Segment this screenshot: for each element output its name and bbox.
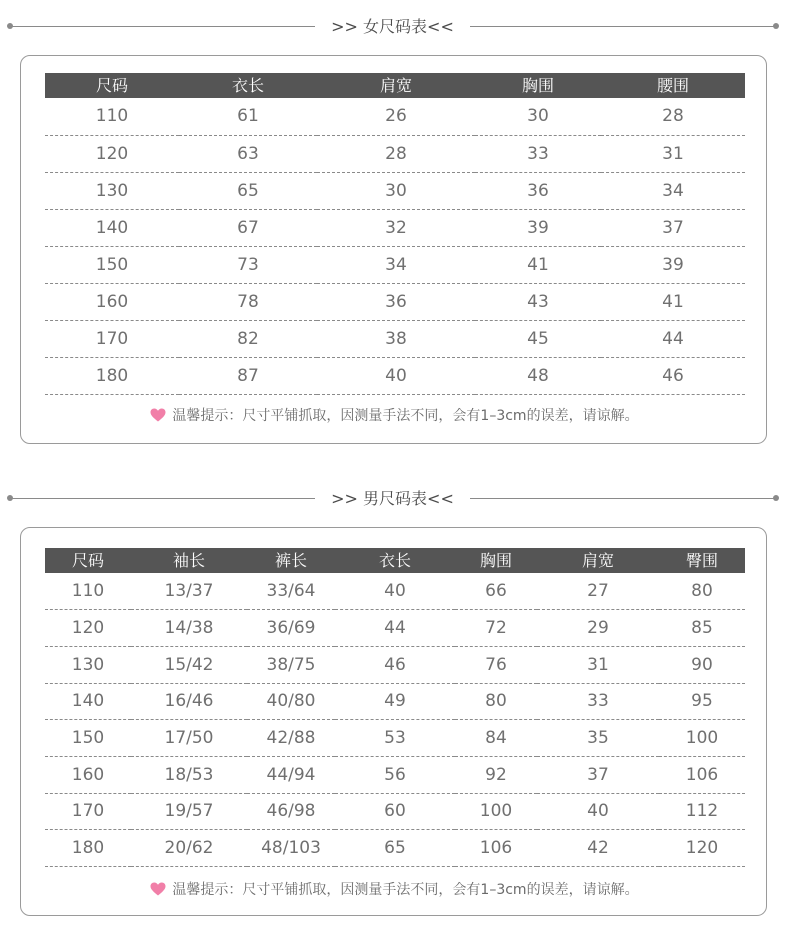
title-line-right	[470, 498, 775, 499]
women-size-table	[45, 73, 745, 395]
table-row	[45, 610, 745, 647]
table-row	[45, 720, 745, 757]
table-cell: 150	[45, 246, 179, 283]
table-cell: 106	[455, 830, 537, 867]
table-cell: 37	[537, 756, 659, 793]
men-header-cell: 衣长	[378, 551, 411, 570]
table-cell: 34	[601, 172, 745, 209]
table-row	[45, 756, 745, 793]
table-cell: 87	[179, 357, 317, 394]
table-cell: 37	[601, 209, 745, 246]
table-row	[45, 98, 745, 135]
table-cell: 14/38	[131, 610, 247, 647]
table-cell: 46	[335, 646, 455, 683]
table-cell: 76	[455, 646, 537, 683]
table-row	[45, 357, 745, 394]
table-cell: 100	[659, 720, 745, 757]
table-cell: 35	[537, 720, 659, 757]
table-cell: 120	[45, 610, 131, 647]
men-header-cell: 臀围	[685, 551, 718, 570]
table-cell: 48	[475, 357, 601, 394]
table-cell: 46/98	[247, 793, 335, 830]
table-cell: 65	[179, 172, 317, 209]
table-cell: 66	[455, 573, 537, 610]
table-cell: 85	[659, 610, 745, 647]
table-cell: 33/64	[247, 573, 335, 610]
table-cell: 60	[335, 793, 455, 830]
table-cell: 106	[659, 756, 745, 793]
table-cell: 15/42	[131, 646, 247, 683]
men-header-cell: 袖长	[172, 551, 205, 570]
table-cell: 31	[537, 646, 659, 683]
table-cell: 90	[659, 646, 745, 683]
table-cell: 120	[659, 830, 745, 867]
women-header-cell: 尺码	[95, 76, 128, 95]
table-cell: 36/69	[247, 610, 335, 647]
table-cell: 19/57	[131, 793, 247, 830]
table-cell: 120	[45, 135, 179, 172]
women-header-cell: 腰围	[656, 76, 689, 95]
table-cell: 39	[475, 209, 601, 246]
table-cell: 36	[475, 172, 601, 209]
table-cell: 29	[537, 610, 659, 647]
table-cell: 20/62	[131, 830, 247, 867]
table-cell: 26	[317, 98, 475, 135]
women-size-panel	[20, 55, 767, 444]
men-header-cell: 裤长	[274, 551, 307, 570]
table-cell: 49	[335, 683, 455, 720]
table-row	[45, 830, 745, 867]
table-cell: 40/80	[247, 683, 335, 720]
women-header-row	[45, 73, 745, 98]
title-line-right	[470, 26, 775, 27]
table-cell: 67	[179, 209, 317, 246]
women-section-title	[0, 17, 790, 37]
men-size-table	[45, 548, 745, 867]
table-cell: 28	[601, 98, 745, 135]
table-cell: 130	[45, 646, 131, 683]
table-cell: 16/46	[131, 683, 247, 720]
table-cell: 33	[475, 135, 601, 172]
table-cell: 17/50	[131, 720, 247, 757]
table-cell: 18/53	[131, 756, 247, 793]
table-cell: 72	[455, 610, 537, 647]
title-line-left	[10, 498, 315, 499]
table-cell: 36	[317, 283, 475, 320]
table-cell: 78	[179, 283, 317, 320]
table-cell: 61	[179, 98, 317, 135]
table-cell: 32	[317, 209, 475, 246]
table-row	[45, 135, 745, 172]
table-cell: 170	[45, 320, 179, 357]
men-section-title	[0, 489, 790, 509]
table-cell: 112	[659, 793, 745, 830]
table-row	[45, 320, 745, 357]
women-tip	[21, 405, 768, 425]
table-row	[45, 209, 745, 246]
table-cell: 45	[475, 320, 601, 357]
table-cell: 44/94	[247, 756, 335, 793]
table-cell: 80	[455, 683, 537, 720]
women-header-cell: 肩宽	[379, 76, 412, 95]
table-cell: 42/88	[247, 720, 335, 757]
women-header-cell: 胸围	[521, 76, 554, 95]
men-tip-text: 温馨提示：尺寸平铺抓取，因测量手法不同，会有1–3cm的误差，请谅解。	[172, 882, 639, 898]
table-cell: 110	[45, 573, 131, 610]
heart-icon	[150, 408, 166, 422]
table-cell: 140	[45, 683, 131, 720]
title-dot-right	[773, 23, 779, 29]
men-title-text: >> 男尺码表<<	[331, 489, 454, 508]
table-cell: 40	[335, 573, 455, 610]
table-cell: 28	[317, 135, 475, 172]
table-cell: 39	[601, 246, 745, 283]
table-cell: 38	[317, 320, 475, 357]
table-cell: 44	[335, 610, 455, 647]
table-cell: 160	[45, 756, 131, 793]
table-cell: 42	[537, 830, 659, 867]
table-cell: 63	[179, 135, 317, 172]
table-cell: 84	[455, 720, 537, 757]
table-cell: 33	[537, 683, 659, 720]
men-size-panel	[20, 527, 767, 916]
heart-icon	[150, 882, 166, 896]
table-cell: 43	[475, 283, 601, 320]
table-row	[45, 573, 745, 610]
title-dot-right	[773, 495, 779, 501]
table-cell: 170	[45, 793, 131, 830]
table-cell: 92	[455, 756, 537, 793]
men-header-row	[45, 548, 745, 573]
table-cell: 110	[45, 98, 179, 135]
table-cell: 65	[335, 830, 455, 867]
men-tip	[21, 879, 768, 899]
men-header-cell: 尺码	[71, 551, 104, 570]
table-cell: 130	[45, 172, 179, 209]
table-cell: 100	[455, 793, 537, 830]
table-cell: 13/37	[131, 573, 247, 610]
table-row	[45, 646, 745, 683]
table-cell: 30	[317, 172, 475, 209]
table-cell: 46	[601, 357, 745, 394]
table-cell: 30	[475, 98, 601, 135]
table-cell: 73	[179, 246, 317, 283]
table-cell: 40	[537, 793, 659, 830]
table-cell: 27	[537, 573, 659, 610]
men-header-cell: 胸围	[479, 551, 512, 570]
title-line-left	[10, 26, 315, 27]
table-cell: 56	[335, 756, 455, 793]
table-cell: 140	[45, 209, 179, 246]
women-tip-text: 温馨提示：尺寸平铺抓取，因测量手法不同，会有1–3cm的误差，请谅解。	[172, 408, 639, 424]
table-row	[45, 246, 745, 283]
table-cell: 41	[601, 283, 745, 320]
table-row	[45, 683, 745, 720]
table-cell: 41	[475, 246, 601, 283]
table-row	[45, 283, 745, 320]
table-cell: 150	[45, 720, 131, 757]
table-cell: 95	[659, 683, 745, 720]
table-cell: 180	[45, 830, 131, 867]
table-cell: 80	[659, 573, 745, 610]
table-cell: 34	[317, 246, 475, 283]
table-cell: 82	[179, 320, 317, 357]
table-row	[45, 172, 745, 209]
table-cell: 160	[45, 283, 179, 320]
men-header-cell: 肩宽	[581, 551, 614, 570]
table-row	[45, 793, 745, 830]
women-header-cell: 衣长	[231, 76, 264, 95]
table-cell: 48/103	[247, 830, 335, 867]
table-cell: 31	[601, 135, 745, 172]
table-cell: 44	[601, 320, 745, 357]
women-title-text: >> 女尺码表<<	[331, 17, 454, 36]
table-cell: 53	[335, 720, 455, 757]
table-cell: 40	[317, 357, 475, 394]
table-cell: 180	[45, 357, 179, 394]
table-cell: 38/75	[247, 646, 335, 683]
